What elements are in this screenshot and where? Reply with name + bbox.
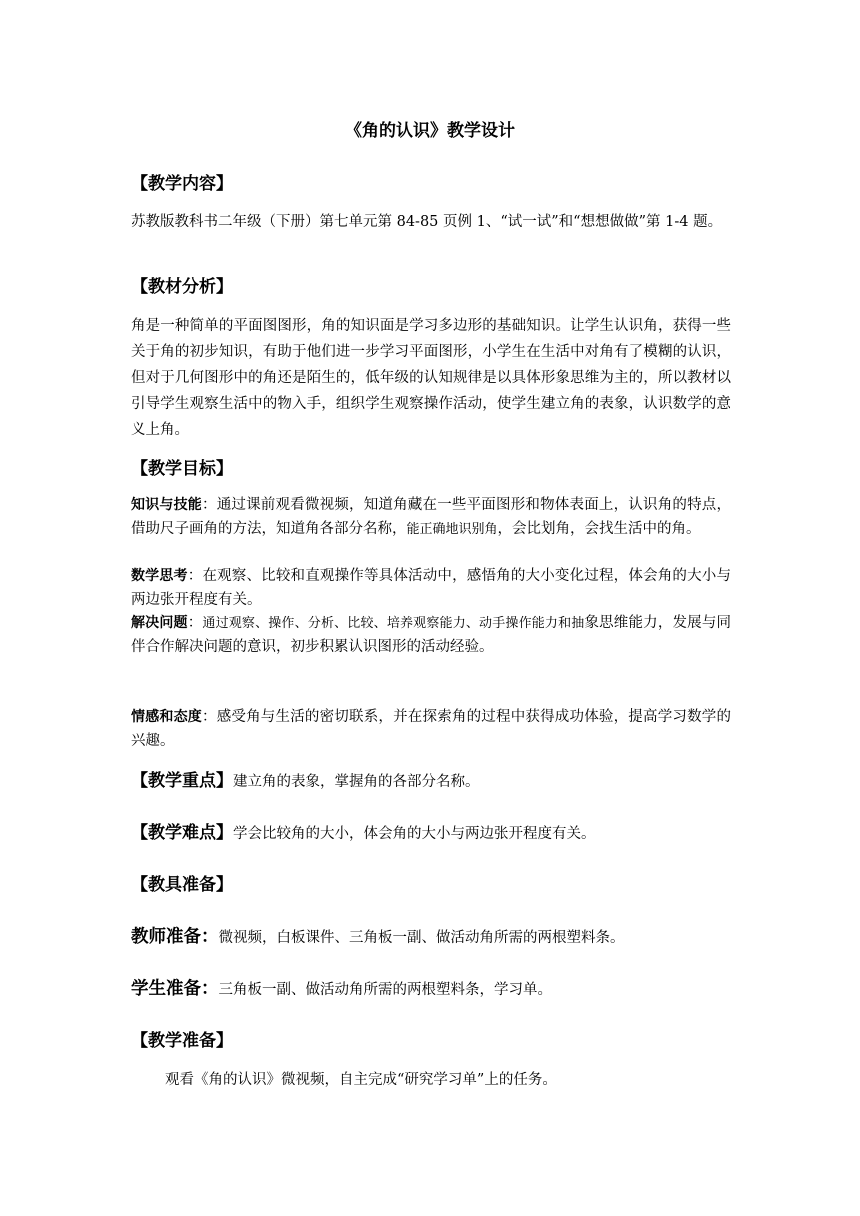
- key-point-row: [131, 768, 480, 795]
- teacher-prep-text: 微视频，白板课件、三角板一副、做活动角所需的两根塑料条。: [218, 930, 625, 946]
- heading-difficulty: 【教学难点】: [131, 823, 233, 843]
- heading-teaching-content: 【教学内容】: [131, 174, 233, 194]
- goal-attitude-colon: ：: [202, 709, 217, 725]
- goal-problem-text: 象思维能力，发展与同伴合作解决问题的意识，初步积累认识图形的活动经验。: [131, 615, 732, 655]
- goal-thinking-label: 数学思考: [131, 568, 188, 584]
- goal-math-thinking: [131, 565, 731, 612]
- goal-attitude: [131, 706, 731, 753]
- goal-problem-label: 解决问题: [131, 615, 188, 631]
- goal-attitude-text: 感受角与生活的密切联系，并在探索角的过程中获得成功体验，提高学习数学的兴趣。: [131, 709, 731, 749]
- teaching-content-text: 苏教版教科书二年级（下册）第七单元第 84-85 页例 1、“试一试”和“想想做做”第 1-4 题。: [131, 214, 723, 230]
- difficulty-row: [131, 820, 596, 847]
- goal-knowledge-skills: [131, 494, 731, 541]
- heading-teaching-preparation: 【教学准备】: [131, 1031, 233, 1051]
- goal-attitude-label: 情感和态度: [131, 709, 202, 725]
- heading-teaching-goals: 【教学目标】: [131, 459, 233, 479]
- teaching-preparation-text: 观看《角的认识》微视频，自主完成“研究学习单”上的任务。: [165, 1072, 557, 1088]
- goal-thinking-text: 在观察、比较和直观操作等具体活动中，感悟角的大小变化过程，体会角的大小与两边张开程度有关。: [131, 568, 731, 608]
- goal-knowledge-text: 通过课前观看微视频，知道角藏在一些平面图形和物体表面上，认识角的特点，借助尺子画角的方法，知道角各部分名称，: [131, 497, 731, 537]
- heading-material-analysis: 【教材分析】: [131, 277, 233, 297]
- student-prep-label: 学生准备：: [131, 979, 219, 999]
- teacher-prep-label: 教师准备：: [131, 927, 219, 947]
- student-prep-row: [131, 976, 552, 1003]
- goal-knowledge-label: 知识与技能: [131, 497, 202, 513]
- difficulty-text: 学会比较角的大小，体会角的大小与两边张开程度有关。: [233, 826, 596, 842]
- goal-problem-small-text: 通过观察、操作、分析、比较、培养观察能力、动手操作能力和抽: [202, 616, 585, 631]
- goal-knowledge-text-end: ，会比划角，会找生活中的角。: [497, 520, 701, 537]
- goal-problem-colon: ：: [187, 615, 203, 631]
- material-analysis-text: 角是一种简单的平面图图形，角的知识面是学习多边形的基础知识。让学生认识角，获得一些关于角的初步知识，有助于他们进一步学习平面图形，小学生在生活中对角有了模糊的认识，但对于几何图形中的角还是陌生的，低年级的认知规律是以具体形象思维为主的，所以教材以引导学生观察生活中的物入手，组织学生观察操作活动，使学生建立角的表象，认识数学的意义上角。: [131, 318, 731, 438]
- heading-key-point: 【教学重点】: [131, 771, 233, 791]
- teacher-prep-row: [131, 924, 625, 951]
- key-point-text: 建立角的表象，掌握角的各部分名称。: [233, 774, 480, 790]
- goal-knowledge-small-text: 能正确地识别角: [406, 521, 498, 537]
- document-title: 《角的认识》教学设计: [345, 121, 515, 141]
- heading-teaching-tools: 【教具准备】: [131, 875, 233, 895]
- goal-knowledge-colon: ：: [202, 497, 217, 513]
- goal-problem-solving: [131, 612, 731, 659]
- student-prep-text: 三角板一副、做活动角所需的两根塑料条，学习单。: [218, 982, 552, 998]
- goal-thinking-colon: ：: [187, 568, 203, 584]
